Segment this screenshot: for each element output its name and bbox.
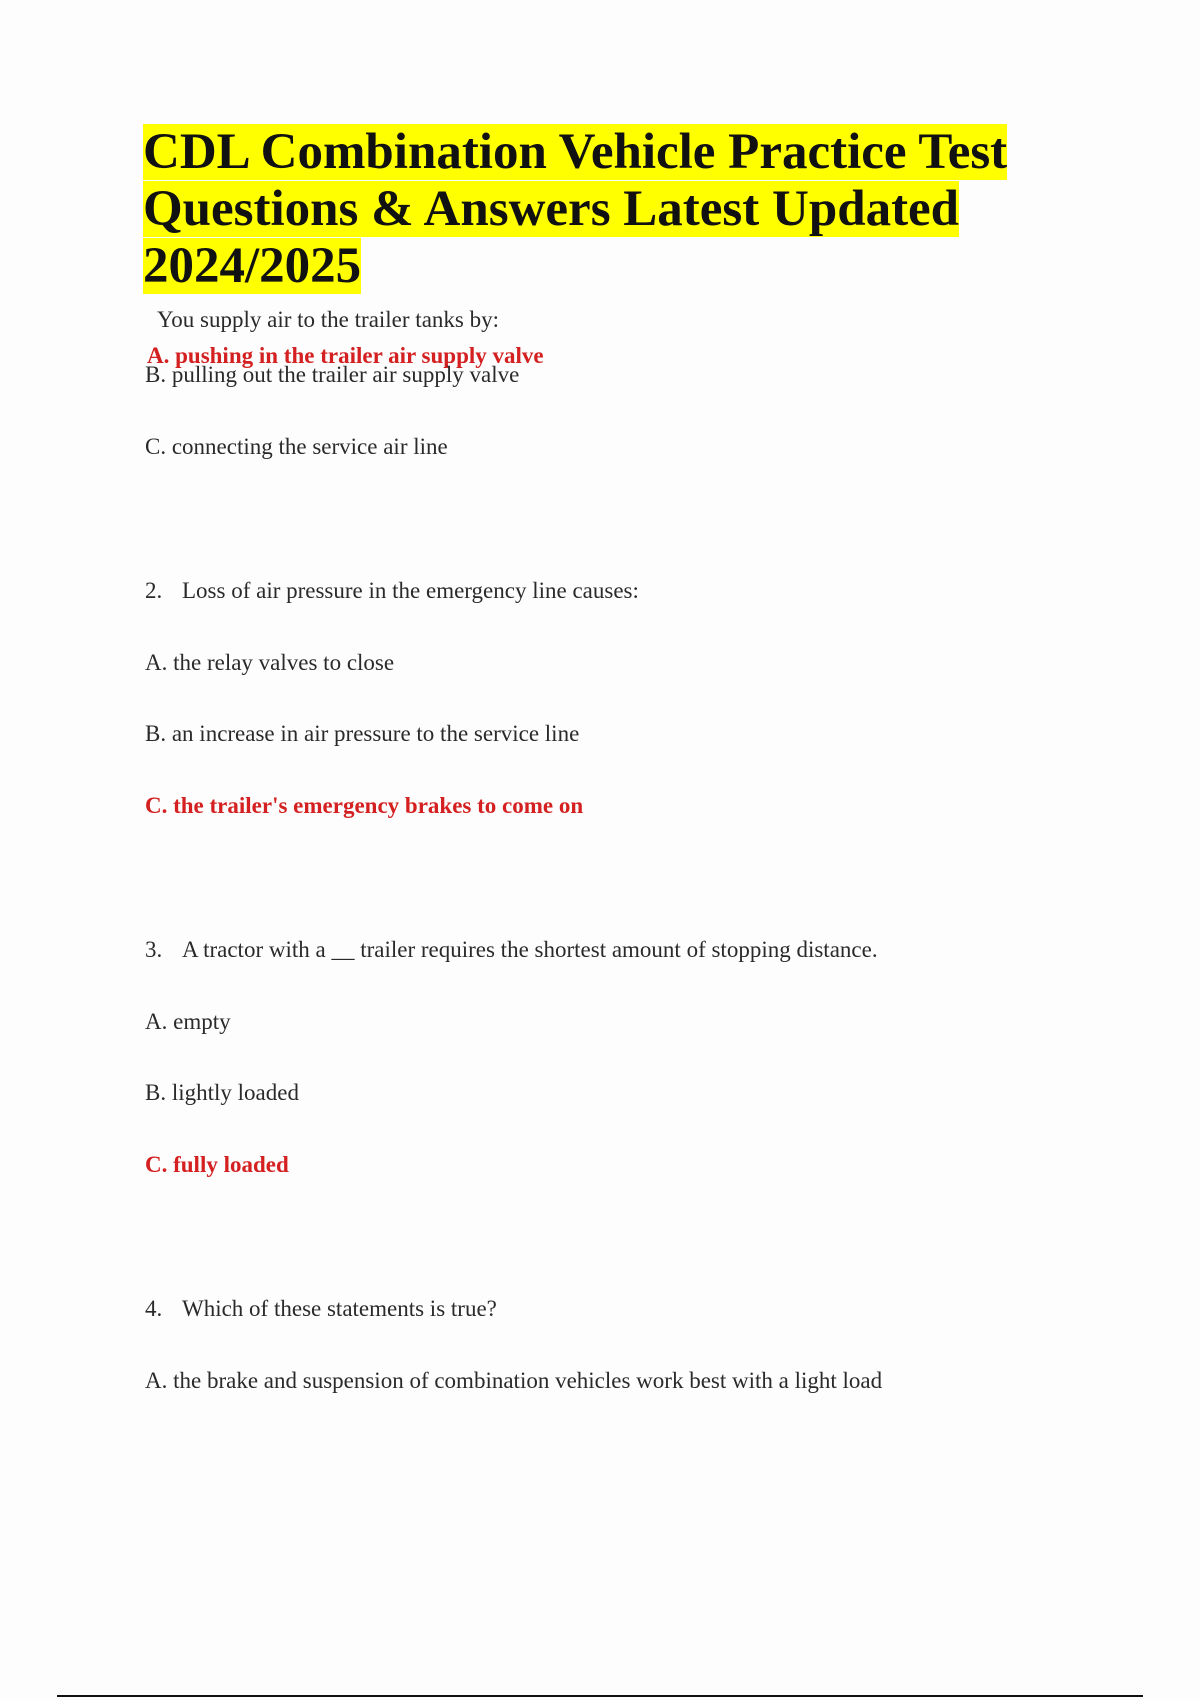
question-4-number: 4. (145, 1296, 163, 1321)
question-2-option-b: B. an increase in air pressure to the service line (145, 721, 580, 746)
question-3-number: 3. (145, 937, 163, 962)
question-3-option-b: B. lightly loaded (145, 1080, 299, 1105)
question-2 (145, 578, 639, 604)
question-3 (145, 937, 878, 963)
question-2-number: 2. (145, 578, 163, 603)
question-2-option-c: C. the trailer's emergency brakes to come on (145, 793, 584, 818)
question-1-option-c: C. connecting the service air line (145, 434, 448, 459)
question-2-text: Loss of air pressure in the emergency line causes: (182, 578, 639, 603)
question-4-option-a: A. the brake and suspension of combination vehicles work best with a light load (145, 1368, 883, 1393)
question-4 (145, 1296, 497, 1322)
question-3-text: A tractor with a __ trailer requires the shortest amount of stopping distance. (182, 937, 878, 962)
question-3-option-a: A. empty (145, 1009, 231, 1034)
question-4-text: Which of these statements is true? (182, 1296, 497, 1321)
question-3-option-c: C. fully loaded (145, 1152, 289, 1177)
footer-divider (57, 1695, 1143, 1697)
question-1-option-a: A. pushing in the trailer air supply valve (147, 343, 544, 368)
question-2-option-a: A. the relay valves to close (145, 650, 395, 675)
question-1-option-b: B. pulling out the trailer air supply valve (145, 362, 520, 387)
title-highlight: CDL Combination Vehicle Practice Test Questions & Answers Latest Updated 2024/2025 (143, 124, 1008, 294)
question-1-text: You supply air to the trailer tanks by: (157, 307, 499, 332)
document-title (143, 124, 1073, 295)
